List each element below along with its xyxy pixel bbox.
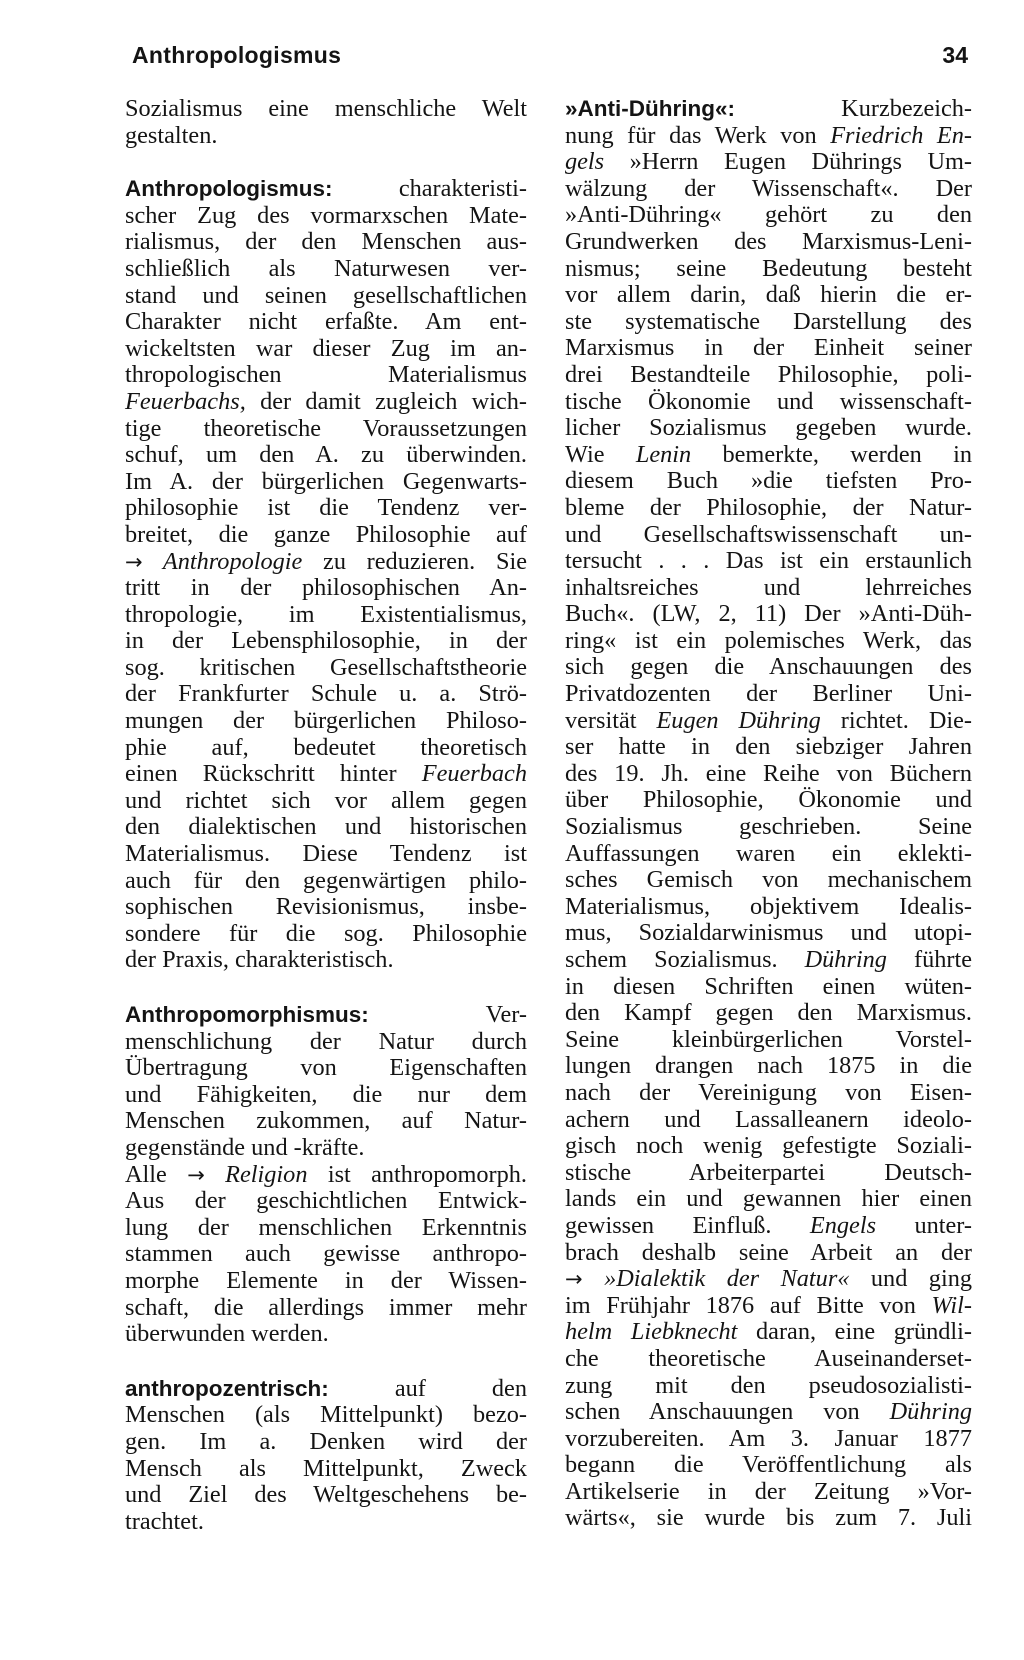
text-line: schuf, um den A. zu überwinden. <box>125 441 527 469</box>
text-line: schaft, die allerdings immer mehr <box>125 1293 527 1321</box>
text-span: auf den <box>328 1374 527 1402</box>
text-line: Buch«. (LW, 2, 11) Der »Anti-Düh- <box>565 600 972 628</box>
cross-reference-link[interactable]: Religion <box>204 1160 308 1188</box>
text-line: Seine kleinbürgerlichen Vorstel- <box>565 1025 972 1053</box>
text-line: trachtet. <box>125 1507 204 1535</box>
text-line: gestalten. <box>125 121 218 149</box>
text-line: scher Zug des vormarxschen Mate- <box>125 201 527 229</box>
text-span: ist anthropomorph. <box>307 1160 527 1188</box>
text-line: und Gesellschaftswissenschaft un- <box>565 520 972 548</box>
text-span: »Herrn Eugen Dührings Um- <box>604 148 972 176</box>
cross-name: Dühring <box>804 946 887 973</box>
text-line: sophischen Revisionismus, insbe- <box>125 893 527 921</box>
text-line: thropologie, im Existentialismus, <box>125 600 527 628</box>
cross-name: Feuerbach <box>421 760 527 788</box>
text-line: vorzubereiten. Am 3. Januar 1877 <box>565 1424 972 1452</box>
text-line: brach deshalb seine Arbeit an der <box>565 1238 972 1266</box>
text-line: Charakter nicht erfaßte. Am ent- <box>125 308 527 336</box>
text-line: »Anti-Dühring« gehört zu den <box>565 201 972 229</box>
text-span: gewissen Einfluß. <box>565 1211 810 1239</box>
entry-anthropozentrisch <box>125 1376 527 1536</box>
text-line: Im A. der bürgerlichen Gegenwarts- <box>125 467 527 495</box>
text-span: versität <box>565 706 657 734</box>
text-line: wickeltsten war dieser Zug im an- <box>125 334 527 362</box>
text-line: drei Bestandteile Philosophie, poli- <box>565 360 972 388</box>
text-line: den dialektischen und historischen <box>125 813 527 841</box>
text-line: und Ziel des Weltgeschehens be- <box>125 1481 527 1509</box>
text-line: in der Lebensphilosophie, in der <box>125 627 527 655</box>
page-header <box>132 42 968 82</box>
text-line: lands ein und gewannen hier einen <box>565 1185 972 1213</box>
text-line: tersucht . . . Das ist ein erstaunlich <box>565 547 972 575</box>
text-span: Kurzbezeich- <box>734 95 972 122</box>
headword: Anthropomorphismus: <box>125 1002 369 1027</box>
text-span: bemerkte, werden in <box>691 440 972 468</box>
text-line: begann die Veröffentlichung als <box>565 1451 972 1479</box>
text-line: stische Arbeiterpartei Deutsch- <box>565 1158 972 1186</box>
cross-name: Feuerbachs, <box>125 387 246 415</box>
text-line: sondere für die sog. Philosophie <box>125 919 527 947</box>
text-line: Artikelserie in der Zeitung »Vor- <box>565 1477 972 1505</box>
cross-reference-link[interactable]: Anthropologie <box>142 547 303 575</box>
text-span: und ging <box>849 1265 972 1293</box>
text-line: mus, Sozialdarwinismus und utopi- <box>565 919 972 947</box>
text-line: überwunden werden. <box>125 1320 329 1348</box>
headword: Anthropologismus: <box>125 176 333 202</box>
headword: anthropozentrisch: <box>125 1375 329 1401</box>
cross-name: Dühring <box>889 1398 972 1426</box>
text-line: rialismus, der den Menschen aus- <box>125 228 527 256</box>
cross-name: Friedrich En- <box>830 121 972 149</box>
text-line: diesem Buch »die tiefsten Pro- <box>565 467 972 495</box>
text-line: wärts«, sie wurde bis zum 7. Juli <box>565 1504 972 1532</box>
text-line: stammen auch gewisse anthropo- <box>125 1240 527 1268</box>
cross-name: gels <box>565 148 605 176</box>
text-line: Sozialismus eine menschliche Welt <box>125 95 527 122</box>
entry-anthropomorphismus <box>125 1002 527 1348</box>
text-span: Wie <box>565 440 636 468</box>
text-line: vor allem darin, daß hierin die er- <box>565 281 972 309</box>
text-line: bleme der Philosophie, der Natur- <box>565 493 972 521</box>
text-line: achern und Lassalleanern ideolo- <box>565 1105 972 1133</box>
text-line: in diesen Schriften einen wüten- <box>565 972 972 1000</box>
headword: »Anti-Dühring«: <box>565 96 735 121</box>
text-line: Grundwerken des Marxismus-Leni- <box>565 227 972 255</box>
left-column <box>125 96 527 1563</box>
text-line: gisch noch wenig gefestigte Soziali- <box>565 1132 972 1160</box>
text-span: Ver- <box>368 1001 527 1028</box>
text-line: Aus der geschichtlichen Entwick- <box>125 1187 527 1215</box>
text-line: gegenstände und -kräfte. <box>125 1133 365 1161</box>
text-span: schen Anschauungen von <box>565 1398 890 1426</box>
text-line: stand und seinen gesellschaftlichen <box>125 281 527 309</box>
text-line: ser hatte in den siebziger Jahren <box>565 733 972 761</box>
text-line: nismus; seine Bedeutung besteht <box>565 254 972 282</box>
text-line: der Frankfurter Schule u. a. Strö- <box>125 680 527 708</box>
text-line: phie auf, bedeutet theoretisch <box>125 733 527 761</box>
text-line: lung der menschlichen Erkenntnis <box>125 1213 527 1241</box>
text-line: nach der Vereinigung von Eisen- <box>565 1078 972 1106</box>
text-line: che theoretische Auseinanderset- <box>565 1344 972 1372</box>
text-span: zu reduzieren. Sie <box>302 547 527 575</box>
right-column <box>565 96 972 1560</box>
text-line: Auffassungen waren ein eklekti- <box>565 839 972 867</box>
text-span: unter- <box>876 1211 972 1239</box>
text-line: Menschen (als Mittelpunkt) bezo- <box>125 1401 527 1429</box>
text-line: Privatdozenten der Berliner Uni- <box>565 680 972 708</box>
text-line: tische Ökonomie und wissenschaft- <box>565 387 972 415</box>
text-span: im Frühjahr 1876 auf Bitte von <box>565 1291 932 1319</box>
text-span: schem Sozialismus. <box>565 946 805 973</box>
text-line: menschlichung der Natur durch <box>125 1027 527 1055</box>
text-span: der damit zugleich wich- <box>245 387 527 415</box>
cross-name: Eugen Dühring <box>656 706 821 734</box>
cross-name: Wil- <box>931 1291 972 1319</box>
text-line: über Philosophie, Ökonomie und <box>565 786 972 814</box>
text-line: den Kampf gegen den Marxismus. <box>565 999 972 1027</box>
text-line: Materialismus. Diese Tendenz ist <box>125 840 527 868</box>
text-span: richtet. Die- <box>820 706 972 734</box>
text-span: charakteristi- <box>332 175 527 203</box>
entry-anti-duehring <box>565 96 972 1532</box>
text-span: Alle <box>125 1160 188 1188</box>
text-line: licher Sozialismus gegeben wurde. <box>565 414 972 442</box>
text-line: und richtet sich vor allem gegen <box>125 786 527 814</box>
text-line: thropologischen Materialismus <box>125 361 527 389</box>
text-line: Marxismus in der Einheit seiner <box>565 334 972 362</box>
text-line: Mensch als Mittelpunkt, Zweck <box>125 1454 527 1482</box>
entry-anthropologismus <box>125 176 527 974</box>
page-number: 34 <box>942 42 968 68</box>
text-span: daran, eine gründli- <box>737 1318 973 1346</box>
text-span: einen Rückschritt hinter <box>125 760 422 788</box>
text-line: inhaltsreiches und lehrreiches <box>565 573 972 601</box>
text-line: morphe Elemente in der Wissen- <box>125 1266 527 1294</box>
text-line: philosophie ist die Tendenz ver- <box>125 494 527 522</box>
text-line: ring« ist ein polemisches Werk, das <box>565 626 972 654</box>
text-line: der Praxis, charakteristisch. <box>125 946 394 974</box>
text-line: sog. kritischen Gesellschaftstheorie <box>125 653 527 681</box>
text-span: nung für das Werk von <box>565 121 831 149</box>
cross-reference-arrow-icon: → <box>565 1267 583 1292</box>
text-line: Übertragung von Eigenschaften <box>125 1054 527 1082</box>
text-line: gen. Im a. Denken wird der <box>125 1427 527 1455</box>
text-line: schließlich als Naturwesen ver- <box>125 254 527 282</box>
text-line: Materialismus, objektivem Idealis- <box>565 892 972 920</box>
cross-name: Engels <box>809 1211 877 1239</box>
text-line: wälzung der Wissenschaft«. Der <box>565 174 972 202</box>
cross-reference-link[interactable]: »Dialektik der Natur« <box>582 1265 850 1293</box>
cross-name: helm Liebknecht <box>565 1318 738 1346</box>
text-line: zung mit den pseudosozialisti- <box>565 1371 972 1399</box>
text-line: Sozialismus geschrieben. Seine <box>565 813 972 841</box>
continuation-paragraph <box>125 96 527 149</box>
text-line: tritt in der philosophischen An- <box>125 574 527 602</box>
text-line: des 19. Jh. eine Reihe von Büchern <box>565 759 972 787</box>
text-line: tige theoretische Voraussetzungen <box>125 414 527 442</box>
text-span: führte <box>886 946 972 973</box>
running-head: Anthropologismus <box>132 42 342 68</box>
text-line: und Fähigkeiten, die nur dem <box>125 1080 527 1108</box>
cross-name: Lenin <box>635 440 692 468</box>
text-line: lungen drangen nach 1875 in die <box>565 1052 972 1080</box>
text-line: ste systematische Darstellung des <box>565 307 972 335</box>
cross-reference-arrow-icon: → <box>125 549 143 574</box>
text-line: mungen der bürgerlichen Philoso- <box>125 707 527 735</box>
cross-reference-arrow-icon: → <box>187 1162 205 1187</box>
text-line: breitet, die ganze Philosophie auf <box>125 520 527 548</box>
text-line: auch für den gegenwärtigen philo- <box>125 866 527 894</box>
text-line: sich gegen die Anschauungen des <box>565 653 972 681</box>
text-line: Menschen zukommen, auf Natur- <box>125 1107 527 1135</box>
text-line: sches Gemisch von mechanischem <box>565 866 972 894</box>
